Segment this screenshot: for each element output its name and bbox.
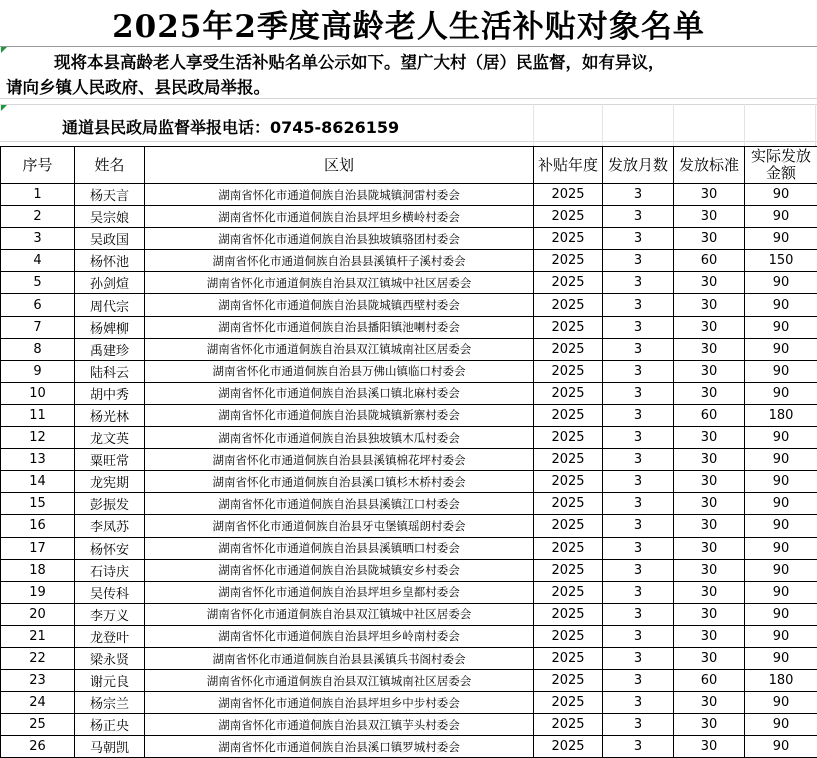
table-row [1, 382, 817, 404]
cell-standard: 60 [674, 670, 745, 692]
cell-standard: 30 [674, 559, 745, 581]
cell-name: 杨光林 [75, 404, 145, 426]
cell-name: 李万义 [75, 603, 145, 625]
cell-amount: 90 [745, 603, 817, 625]
cell-name: 龙宪期 [75, 471, 145, 493]
cell-months: 3 [603, 736, 674, 758]
cell-region: 湖南省怀化市通道侗族自治县溪口镇北麻村委会 [145, 382, 534, 404]
cell-months: 3 [603, 493, 674, 515]
table-row [1, 736, 817, 758]
cell-region: 湖南省怀化市通道侗族自治县坪坦乡皇都村委会 [145, 581, 534, 603]
cell-standard: 30 [674, 515, 745, 537]
table-row [1, 537, 817, 559]
cell-standard: 30 [674, 382, 745, 404]
cell-standard: 30 [674, 206, 745, 228]
cell-year: 2025 [534, 272, 603, 294]
cell-year: 2025 [534, 184, 603, 206]
cell-months: 3 [603, 471, 674, 493]
cell-amount: 90 [745, 581, 817, 603]
cell-amount: 90 [745, 559, 817, 581]
cell-comment-marker-icon [1, 105, 7, 111]
cell-months: 3 [603, 294, 674, 316]
cell-amount: 90 [745, 427, 817, 449]
cell-year: 2025 [534, 294, 603, 316]
cell-region: 湖南省怀化市通道侗族自治县县溪镇江口村委会 [145, 493, 534, 515]
cell-year: 2025 [534, 714, 603, 736]
cell-index: 16 [1, 515, 75, 537]
cell-index: 11 [1, 404, 75, 426]
cell-amount: 180 [745, 670, 817, 692]
table-row [1, 581, 817, 603]
cell-months: 3 [603, 515, 674, 537]
cell-year: 2025 [534, 647, 603, 669]
cell-index: 1 [1, 184, 75, 206]
cell-amount: 90 [745, 206, 817, 228]
cell-name: 吴政国 [75, 228, 145, 250]
cell-region: 湖南省怀化市通道侗族自治县县溪镇晒口村委会 [145, 537, 534, 559]
notice-line-2: 请向乡镇人民政府、县民政局举报。 [6, 75, 811, 100]
header-standard: 发放标准 [674, 147, 745, 184]
cell-year: 2025 [534, 581, 603, 603]
cell-index: 2 [1, 206, 75, 228]
cell-index: 3 [1, 228, 75, 250]
table-row [1, 427, 817, 449]
cell-name: 龙登叶 [75, 625, 145, 647]
cell-region: 湖南省怀化市通道侗族自治县牙屯堡镇瑶朗村委会 [145, 515, 534, 537]
cell-year: 2025 [534, 537, 603, 559]
cell-standard: 30 [674, 714, 745, 736]
cell-name: 杨宗兰 [75, 692, 145, 714]
cell-region: 湖南省怀化市通道侗族自治县县溪镇棉花坪村委会 [145, 449, 534, 471]
cell-index: 24 [1, 692, 75, 714]
cell-region: 湖南省怀化市通道侗族自治县坪坦乡横岭村委会 [145, 206, 534, 228]
table-row [1, 670, 817, 692]
cell-region: 湖南省怀化市通道侗族自治县溪口镇罗城村委会 [145, 736, 534, 758]
cell-name: 杨正央 [75, 714, 145, 736]
cell-name: 彭振发 [75, 493, 145, 515]
cell-standard: 30 [674, 184, 745, 206]
cell-name: 粟旺常 [75, 449, 145, 471]
cell-months: 3 [603, 316, 674, 338]
cell-region: 湖南省怀化市通道侗族自治县双江镇芋头村委会 [145, 714, 534, 736]
cell-amount: 90 [745, 449, 817, 471]
cell-name: 吴传科 [75, 581, 145, 603]
cell-standard: 60 [674, 404, 745, 426]
cell-amount: 90 [745, 714, 817, 736]
cell-index: 7 [1, 316, 75, 338]
cell-region: 湖南省怀化市通道侗族自治县双江镇城中社区居委会 [145, 603, 534, 625]
cell-standard: 30 [674, 493, 745, 515]
cell-index: 18 [1, 559, 75, 581]
cell-region: 湖南省怀化市通道侗族自治县播阳镇池喇村委会 [145, 316, 534, 338]
cell-name: 李凤苏 [75, 515, 145, 537]
cell-region: 湖南省怀化市通道侗族自治县坪坦乡岭南村委会 [145, 625, 534, 647]
cell-region: 湖南省怀化市通道侗族自治县陇城镇西壁村委会 [145, 294, 534, 316]
cell-region: 湖南省怀化市通道侗族自治县双江镇城南社区居委会 [145, 338, 534, 360]
cell-year: 2025 [534, 250, 603, 272]
table-row [1, 515, 817, 537]
header-name: 姓名 [75, 147, 145, 184]
grid-line [533, 104, 534, 146]
cell-index: 17 [1, 537, 75, 559]
cell-index: 15 [1, 493, 75, 515]
cell-region: 湖南省怀化市通道侗族自治县陇城镇洞雷村委会 [145, 184, 534, 206]
cell-index: 12 [1, 427, 75, 449]
header-amount: 实际发放金额 [745, 147, 817, 184]
cell-months: 3 [603, 184, 674, 206]
cell-amount: 90 [745, 382, 817, 404]
cell-standard: 30 [674, 471, 745, 493]
cell-name: 吴宗娘 [75, 206, 145, 228]
cell-standard: 30 [674, 692, 745, 714]
cell-amount: 90 [745, 338, 817, 360]
table-row [1, 647, 817, 669]
cell-region: 湖南省怀化市通道侗族自治县万佛山镇临口村委会 [145, 360, 534, 382]
cell-amount: 150 [745, 250, 817, 272]
cell-months: 3 [603, 537, 674, 559]
cell-year: 2025 [534, 625, 603, 647]
cell-region: 湖南省怀化市通道侗族自治县双江镇城南社区居委会 [145, 670, 534, 692]
cell-name: 杨怀安 [75, 537, 145, 559]
cell-index: 25 [1, 714, 75, 736]
cell-months: 3 [603, 427, 674, 449]
cell-months: 3 [603, 692, 674, 714]
cell-index: 10 [1, 382, 75, 404]
cell-name: 杨天言 [75, 184, 145, 206]
cell-name: 禹建珍 [75, 338, 145, 360]
grid-line [0, 104, 817, 105]
cell-name: 杨怀池 [75, 250, 145, 272]
cell-amount: 90 [745, 471, 817, 493]
cell-standard: 30 [674, 338, 745, 360]
cell-year: 2025 [534, 360, 603, 382]
cell-name: 石诗庆 [75, 559, 145, 581]
cell-year: 2025 [534, 228, 603, 250]
grid-line [815, 104, 816, 146]
grid-line [0, 141, 817, 142]
cell-index: 14 [1, 471, 75, 493]
table-row [1, 206, 817, 228]
table-row [1, 184, 817, 206]
cell-months: 3 [603, 228, 674, 250]
table-row [1, 272, 817, 294]
cell-standard: 30 [674, 294, 745, 316]
cell-name: 马朝凯 [75, 736, 145, 758]
cell-region: 湖南省怀化市通道侗族自治县陇城镇安乡村委会 [145, 559, 534, 581]
table-body [1, 184, 817, 758]
header-index: 序号 [1, 147, 75, 184]
table-row [1, 338, 817, 360]
cell-region: 湖南省怀化市通道侗族自治县县溪镇杆子溪村委会 [145, 250, 534, 272]
cell-months: 3 [603, 581, 674, 603]
cell-standard: 30 [674, 736, 745, 758]
table-row [1, 714, 817, 736]
cell-months: 3 [603, 670, 674, 692]
table-row [1, 449, 817, 471]
cell-name: 周代宗 [75, 294, 145, 316]
grid-line [602, 104, 603, 146]
cell-standard: 30 [674, 537, 745, 559]
cell-standard: 30 [674, 449, 745, 471]
cell-name: 梁永贤 [75, 647, 145, 669]
table-row [1, 294, 817, 316]
document-title: 2025年2季度高龄老人生活补贴对象名单 [0, 0, 817, 47]
cell-months: 3 [603, 559, 674, 581]
cell-year: 2025 [534, 206, 603, 228]
cell-index: 9 [1, 360, 75, 382]
cell-amount: 90 [745, 316, 817, 338]
table-header-row [1, 147, 817, 184]
cell-months: 3 [603, 625, 674, 647]
subsidy-roster-table [0, 146, 817, 758]
cell-months: 3 [603, 382, 674, 404]
cell-amount: 90 [745, 736, 817, 758]
cell-amount: 90 [745, 537, 817, 559]
cell-amount: 90 [745, 493, 817, 515]
cell-year: 2025 [534, 382, 603, 404]
header-year: 补贴年度 [534, 147, 603, 184]
cell-amount: 90 [745, 625, 817, 647]
cell-amount: 90 [745, 272, 817, 294]
cell-year: 2025 [534, 603, 603, 625]
cell-index: 26 [1, 736, 75, 758]
cell-region: 湖南省怀化市通道侗族自治县坪坦乡中步村委会 [145, 692, 534, 714]
cell-index: 22 [1, 647, 75, 669]
cell-months: 3 [603, 647, 674, 669]
header-region: 区划 [145, 147, 534, 184]
table-row [1, 228, 817, 250]
cell-amount: 90 [745, 647, 817, 669]
cell-amount: 90 [745, 294, 817, 316]
grid-line [744, 104, 745, 146]
cell-name: 陆科云 [75, 360, 145, 382]
cell-index: 19 [1, 581, 75, 603]
cell-months: 3 [603, 250, 674, 272]
cell-standard: 30 [674, 581, 745, 603]
cell-months: 3 [603, 206, 674, 228]
cell-index: 23 [1, 670, 75, 692]
table-row [1, 471, 817, 493]
cell-standard: 30 [674, 647, 745, 669]
cell-standard: 30 [674, 360, 745, 382]
table-row [1, 360, 817, 382]
cell-standard: 30 [674, 316, 745, 338]
cell-year: 2025 [534, 449, 603, 471]
cell-year: 2025 [534, 427, 603, 449]
cell-standard: 60 [674, 250, 745, 272]
cell-standard: 30 [674, 272, 745, 294]
cell-standard: 30 [674, 427, 745, 449]
cell-amount: 90 [745, 692, 817, 714]
cell-months: 3 [603, 272, 674, 294]
cell-region: 湖南省怀化市通道侗族自治县溪口镇杉木桥村委会 [145, 471, 534, 493]
table-row [1, 493, 817, 515]
cell-year: 2025 [534, 338, 603, 360]
cell-index: 6 [1, 294, 75, 316]
cell-index: 21 [1, 625, 75, 647]
cell-region: 湖南省怀化市通道侗族自治县独坡镇骆团村委会 [145, 228, 534, 250]
cell-standard: 30 [674, 603, 745, 625]
cell-index: 4 [1, 250, 75, 272]
cell-region: 湖南省怀化市通道侗族自治县双江镇城中社区居委会 [145, 272, 534, 294]
table-row [1, 250, 817, 272]
cell-months: 3 [603, 714, 674, 736]
cell-months: 3 [603, 360, 674, 382]
table-row [1, 404, 817, 426]
cell-region: 湖南省怀化市通道侗族自治县陇城镇新寨村委会 [145, 404, 534, 426]
cell-months: 3 [603, 603, 674, 625]
cell-index: 20 [1, 603, 75, 625]
cell-months: 3 [603, 338, 674, 360]
cell-months: 3 [603, 449, 674, 471]
cell-name: 谢元良 [75, 670, 145, 692]
cell-amount: 90 [745, 228, 817, 250]
cell-region: 湖南省怀化市通道侗族自治县县溪镇兵书阁村委会 [145, 647, 534, 669]
grid-line [673, 104, 674, 146]
cell-amount: 180 [745, 404, 817, 426]
supervision-hotline: 通道县民政局监督举报电话：0745-8626159 [62, 115, 399, 138]
cell-months: 3 [603, 404, 674, 426]
cell-index: 5 [1, 272, 75, 294]
notice-line-1: 现将本县高龄老人享受生活补贴名单公示如下。望广大村（居）民监督，如有异议， [6, 50, 811, 75]
cell-region: 湖南省怀化市通道侗族自治县独坡镇木瓜村委会 [145, 427, 534, 449]
cell-year: 2025 [534, 559, 603, 581]
cell-standard: 30 [674, 625, 745, 647]
cell-year: 2025 [534, 316, 603, 338]
cell-year: 2025 [534, 515, 603, 537]
cell-amount: 90 [745, 360, 817, 382]
table-row [1, 625, 817, 647]
cell-year: 2025 [534, 471, 603, 493]
cell-year: 2025 [534, 692, 603, 714]
cell-index: 13 [1, 449, 75, 471]
cell-name: 杨婢柳 [75, 316, 145, 338]
header-months: 发放月数 [603, 147, 674, 184]
cell-amount: 90 [745, 184, 817, 206]
cell-year: 2025 [534, 404, 603, 426]
cell-name: 孙剑煊 [75, 272, 145, 294]
table-row [1, 692, 817, 714]
table-row [1, 316, 817, 338]
cell-amount: 90 [745, 515, 817, 537]
cell-year: 2025 [534, 736, 603, 758]
notice-text [6, 50, 811, 100]
table-row [1, 559, 817, 581]
table-row [1, 603, 817, 625]
cell-year: 2025 [534, 493, 603, 515]
cell-name: 龙文英 [75, 427, 145, 449]
cell-index: 8 [1, 338, 75, 360]
cell-name: 胡中秀 [75, 382, 145, 404]
cell-year: 2025 [534, 670, 603, 692]
cell-standard: 30 [674, 228, 745, 250]
